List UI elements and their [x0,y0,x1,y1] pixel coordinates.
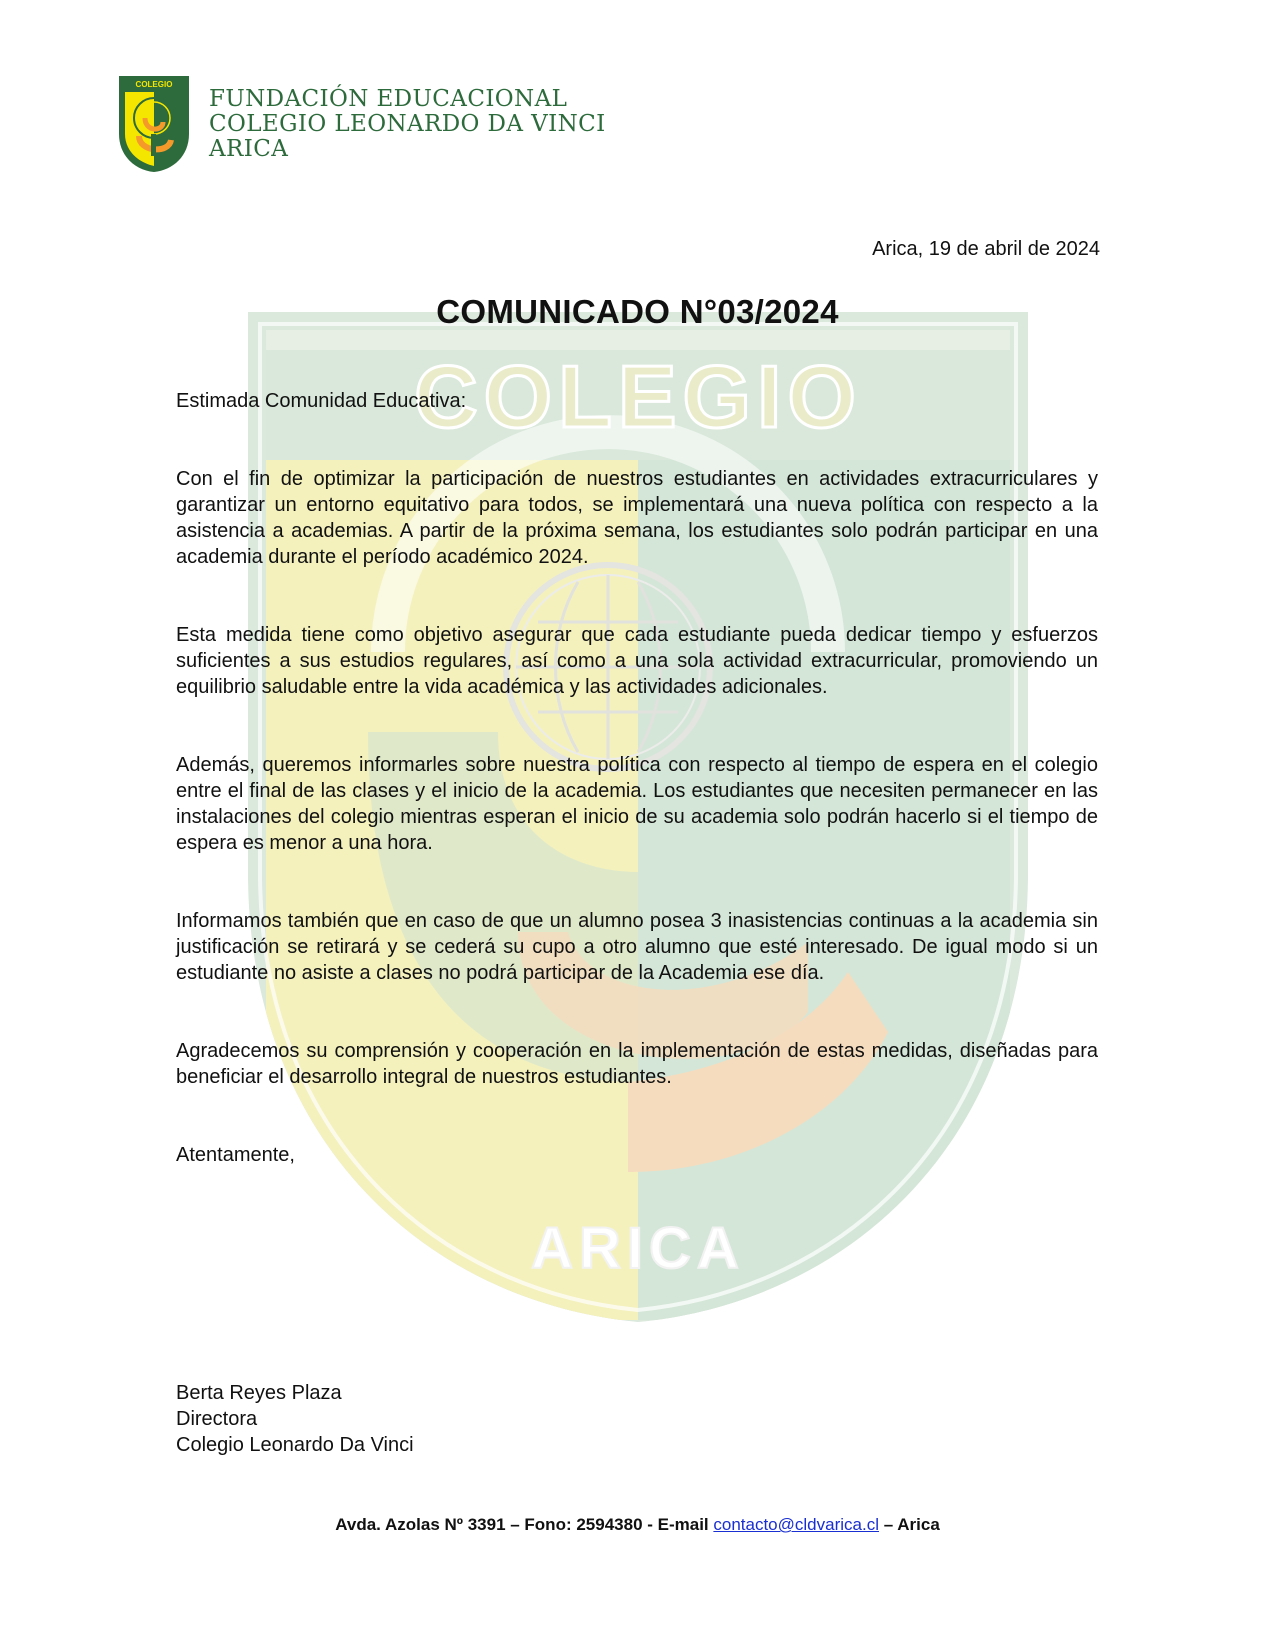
watermark-bottom-text: ARICA [531,1216,745,1281]
footer-address: Avda. Azolas Nº 3391 – Fono: 2594380 - E-mail [335,1515,714,1534]
letterhead-line-1: FUNDACIÓN EDUCACIONAL [209,85,568,112]
letterhead-text [209,87,606,162]
body-paragraph-3: Además, queremos informarles sobre nuestra política con respecto al tiempo de espera en el colegio entre el final de las clases y el inicio de la academia. Los estudiantes que necesiten permanecer en las instalaciones del colegio mientras esperan el inicio de su academia solo podrán hacerlo si el tiempo de espera es menor a una hora. [176,754,1098,854]
letter-title: COMUNICADO N°03/2024 [436,293,839,330]
school-logo [117,74,191,174]
signatory-name: Berta Reyes Plaza [176,1382,342,1404]
body-paragraph-2: Esta medida tiene como objetivo asegurar que cada estudiante pueda dedicar tiempo y esfuerzos suficientes a sus estudios regulares, así como a una sola actividad extracurricular, promoviendo un equilibrio saludable entre la vida académica y las actividades adicionales. [176,624,1098,698]
body-paragraph-1: Con el fin de optimizar la participación de nuestros estudiantes en actividades extracurriculares y garantizar un entorno equitativo para todos, se implementará una nueva política con respecto a la asistencia a academias. A partir de la próxima semana, los estudiantes solo podrán participar en una academia durante el período académico 2024. [176,468,1098,568]
signature-block [176,1380,414,1458]
letterhead-line-2: COLEGIO LEONARDO DA VINCI [209,110,606,137]
letterhead-line-3: ARICA [209,135,289,162]
signatory-role: Directora [176,1408,258,1430]
watermark-top-text: COLEGIO [414,347,862,446]
body-paragraph-4: Informamos también que en caso de que un alumno posea 3 inasistencias continuas a la academia sin justificación se retirará y se cederá su cupo a otro alumno que esté interesado. De igual modo si un estudiante no asiste a clases no podrá participar de la Academia ese día. [176,910,1098,984]
letter-body [176,388,1098,1168]
letterhead [117,74,606,174]
email-link[interactable]: contacto@cldvarica.cl [713,1515,879,1534]
signatory-institution: Colegio Leonardo Da Vinci [176,1434,414,1456]
school-crest-icon [117,74,191,174]
body-paragraph-5: Agradecemos su comprensión y cooperación en la implementación de estas medidas, diseñadas para beneficiar el desarrollo integral de nuestros estudiantes. [176,1040,1098,1088]
letter-date: Arica, 19 de abril de 2024 [872,238,1100,260]
salutation: Estimada Comunidad Educativa: [176,390,467,412]
footer [0,1515,1275,1535]
logo-label: COLEGIO [135,80,173,89]
closing: Atentamente, [176,1144,295,1166]
footer-city: – Arica [878,1515,940,1534]
